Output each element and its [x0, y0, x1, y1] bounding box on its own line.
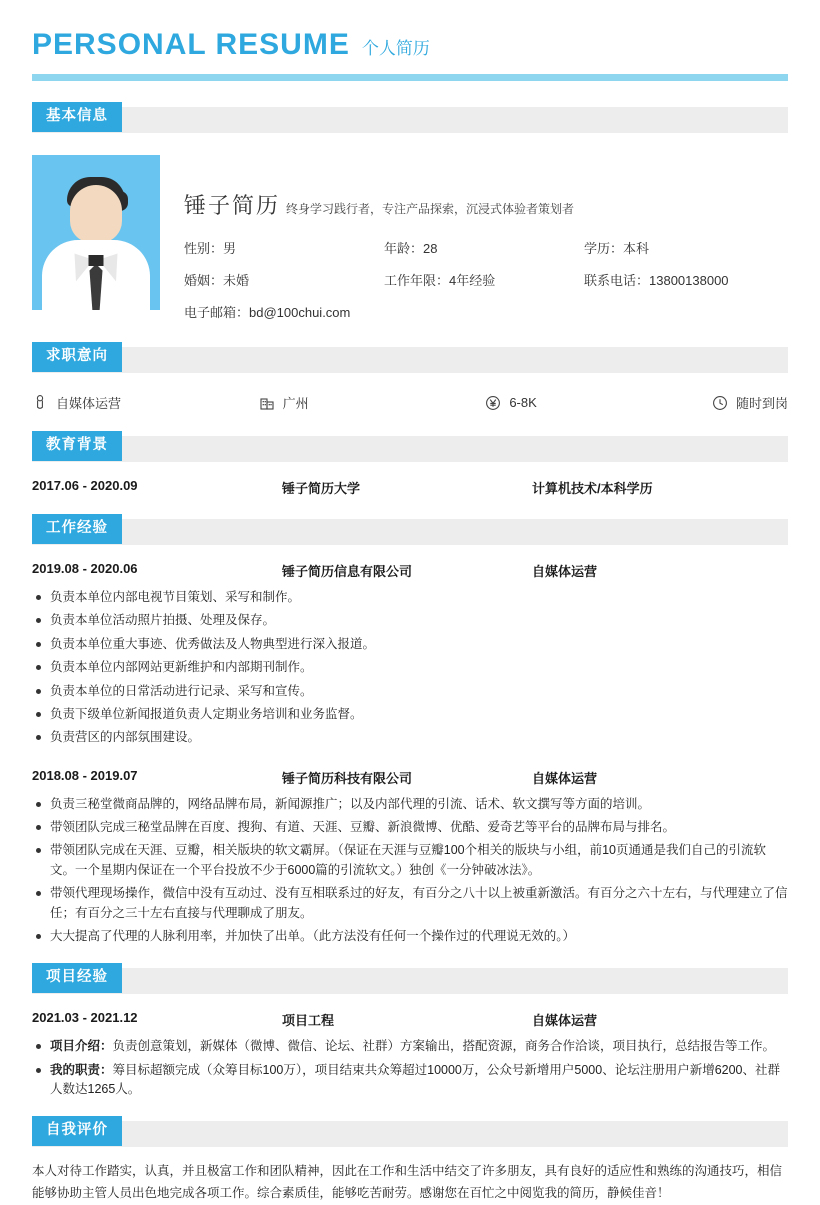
section-title-self: 自我评价	[32, 1116, 122, 1146]
self-evaluation-text: 本人对待工作踏实，认真，并且极富工作和团队精神，因此在工作和生活中结交了许多朋友，具有良好的适应性和熟练的沟通技巧，相信能够协助主管人员出色地完成各项工作。综合素质佳，能够吃苦耐劳。感谢您在百忙之中阅览我的简历，静候佳音！	[32, 1164, 783, 1201]
clock-icon	[712, 395, 728, 411]
project-item-text: 筹目标超额完成（众筹目标100万），项目结束共众筹超过10000万，公众号新增用户5000、论坛注册用户新增6200、社群人数达1265人。	[50, 1062, 780, 1096]
project-item-text: 负责创意策划，新媒体（微博、微信、论坛、社群）方案输出，搭配资源，商务合作洽谈，项目执行，总结报告等工作。	[112, 1039, 776, 1054]
list-item: 负责营区的内部氛围建设。	[32, 728, 788, 747]
header-titles	[32, 28, 788, 62]
basic-info-details	[160, 155, 788, 321]
field-email: 电子邮箱：bd@100chui.com	[184, 305, 351, 320]
position-icon	[32, 395, 48, 411]
field-marriage: 婚姻：未婚	[184, 273, 250, 288]
section-title-project: 项目经验	[32, 963, 122, 993]
work-company: 锤子简历科技有限公司	[282, 770, 413, 786]
page-title-cn: 个人简历	[361, 39, 430, 58]
job-intent-row	[32, 393, 788, 412]
section-work	[32, 519, 788, 545]
work-duties-list	[32, 795, 788, 947]
list-item: 负责本单位内部网站更新维护和内部期刊制作。	[32, 658, 788, 677]
work-date: 2019.08 - 2020.06	[32, 561, 138, 576]
list-item: 负责本单位的日常活动进行记录、采写和宣传。	[32, 682, 788, 701]
work-entry-header	[32, 561, 788, 580]
list-item: 大大提高了代理的人脉利用率，并加快了出单。（此方法没有任何一个操作过的代理说无效的。）	[32, 927, 788, 946]
section-job-intent	[32, 347, 788, 373]
intent-availability-label: 随时到岗	[735, 396, 788, 411]
intent-salary	[485, 395, 712, 411]
field-education: 学历：本科	[584, 241, 650, 256]
basic-info-block	[32, 155, 788, 321]
candidate-name: 锤子简历	[184, 193, 281, 218]
project-role: 自媒体运营	[532, 1013, 598, 1029]
education-major: 计算机技术/本科学历	[532, 481, 653, 496]
section-title-intent: 求职意向	[32, 342, 122, 372]
basic-info-grid	[184, 238, 788, 321]
list-item: 负责本单位重大事迹、优秀做法及人物典型进行深入报道。	[32, 635, 788, 654]
intent-city	[259, 393, 486, 412]
work-entry-header	[32, 768, 788, 787]
section-title-education: 教育背景	[32, 431, 122, 461]
education-date: 2017.06 - 2020.09	[32, 478, 138, 493]
intent-position-label: 自媒体运营	[56, 396, 122, 411]
list-item: 带领团队完成在天涯、豆瓣，相关版块的软文霸屏。（保证在天涯与豆瓣100个相关的版块与小组，前10页通通是我们自己的引流软文。一个星期内保证在一个平台投放不少于6000篇的引流软文。）独创《一分钟破冰法》。	[32, 841, 788, 880]
list-item: 带领团队完成三秘堂品牌在百度、搜狗、有道、天涯、豆瓣、新浪微博、优酷、爱奇艺等平台的品牌布局与排名。	[32, 818, 788, 837]
city-icon	[259, 395, 275, 411]
field-age: 年龄：28	[384, 241, 438, 256]
list-item: 负责本单位内部电视节目策划、采写和制作。	[32, 588, 788, 607]
list-item: 负责本单位活动照片拍摄、处理及保存。	[32, 611, 788, 630]
header-divider	[32, 74, 788, 81]
project-item-label: 我的职责：	[50, 1062, 113, 1077]
name-row	[184, 189, 788, 220]
candidate-slogan: 终身学习践行者，专注产品探索，沉浸式体验者策划者	[286, 202, 575, 216]
work-position: 自媒体运营	[532, 770, 598, 786]
section-title-work: 工作经验	[32, 514, 122, 544]
page-title-en: PERSONAL RESUME	[32, 28, 350, 61]
list-item	[32, 1037, 788, 1056]
work-company: 锤子简历信息有限公司	[282, 564, 413, 579]
salary-icon	[485, 395, 501, 411]
project-item-label: 项目介绍：	[50, 1039, 113, 1054]
field-phone: 联系电话：13800138000	[584, 273, 729, 288]
avatar	[32, 155, 160, 310]
section-education	[32, 436, 788, 462]
avatar-tie-knot	[89, 255, 104, 266]
section-title-basic: 基本信息	[32, 102, 122, 132]
intent-city-label: 广州	[282, 396, 309, 411]
intent-salary-label: 6-8K	[509, 395, 537, 410]
field-experience: 工作年限：4年经验	[384, 273, 496, 288]
project-details-list	[32, 1037, 788, 1099]
resume-header	[32, 0, 788, 81]
list-item: 负责三秘堂微商品牌的，网络品牌布局，新闻源推广；以及内部代理的引流、话术、软文撰写等方面的培训。	[32, 795, 788, 814]
section-project	[32, 968, 788, 994]
section-self-evaluation	[32, 1121, 788, 1147]
work-position: 自媒体运营	[532, 564, 598, 579]
list-item	[32, 1061, 788, 1100]
project-name: 项目工程	[282, 1013, 335, 1029]
field-gender: 性别：男	[184, 241, 237, 256]
intent-position	[32, 393, 259, 412]
work-date: 2018.08 - 2019.07	[32, 767, 138, 783]
work-duties-list	[32, 588, 788, 748]
project-entry-header	[32, 1010, 788, 1029]
education-school: 锤子简历大学	[282, 481, 361, 496]
intent-availability	[712, 393, 788, 412]
section-basic-info	[32, 107, 788, 133]
project-date: 2021.03 - 2021.12	[32, 1010, 138, 1026]
list-item: 带领代理现场操作，微信中没有互动过、没有互相联系过的好友，有百分之八十以上被重新激活。有百分之六十左右，与代理建立了信任；有百分之三十左右直接与代理聊成了朋友。	[32, 884, 788, 923]
list-item: 负责下级单位新闻报道负责人定期业务培训和业务监督。	[32, 705, 788, 724]
education-row	[32, 478, 788, 497]
